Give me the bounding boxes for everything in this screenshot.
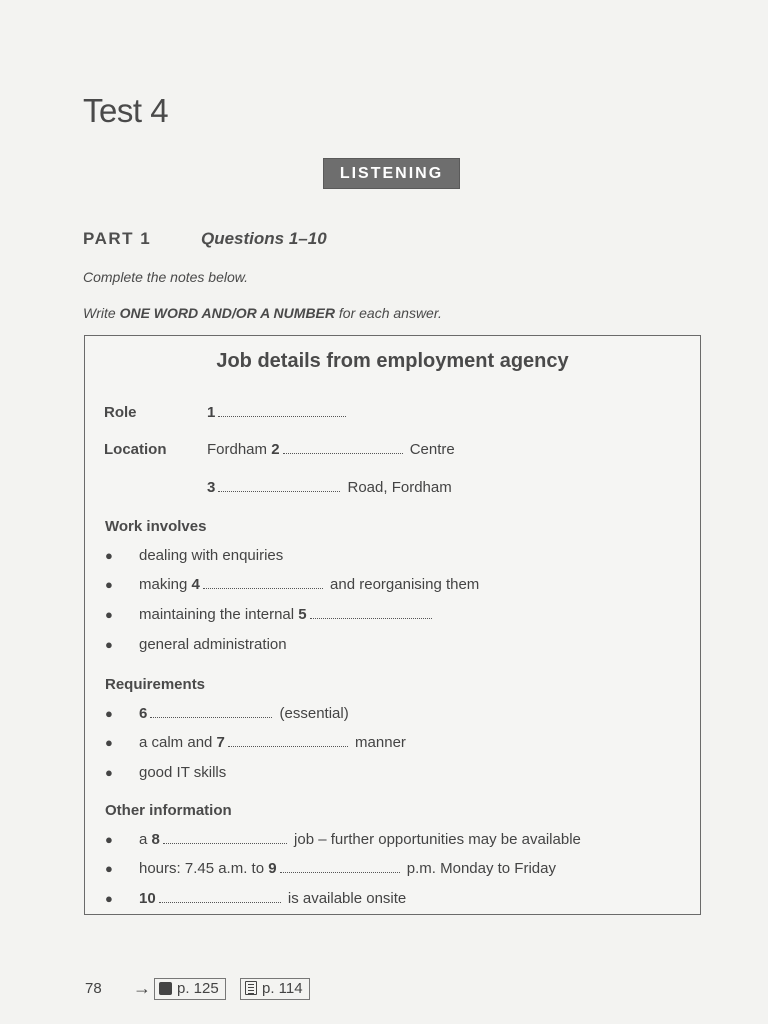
bullet-icon: ●: [105, 861, 113, 876]
answer-gap-3[interactable]: [218, 490, 340, 492]
notes-box: [84, 335, 701, 915]
item-text: maintaining the internal: [139, 606, 299, 623]
page-number: 78: [85, 980, 102, 997]
arrow-right-icon: →: [133, 978, 151, 998]
question-number: 3: [207, 479, 216, 496]
instruction-pre: Write: [83, 305, 120, 321]
role-label: Role: [104, 404, 137, 421]
answer-gap-7[interactable]: [228, 745, 348, 747]
other-item: [105, 831, 581, 848]
item-text: a: [139, 831, 152, 848]
work-heading: Work involves: [105, 518, 207, 535]
work-item: [105, 606, 435, 623]
item-text-post: is available onsite: [283, 890, 407, 907]
item-text: dealing with enquiries: [139, 547, 284, 564]
location-pre: Fordham: [207, 441, 272, 458]
answer-gap-2[interactable]: [283, 452, 403, 454]
bullet-icon: ●: [105, 548, 113, 563]
requirement-item: [105, 734, 406, 751]
answer-gap-8[interactable]: [163, 842, 287, 844]
other-item: [105, 890, 406, 907]
item-text: hours: 7.45 a.m. to: [139, 860, 269, 877]
location-line-1: [207, 441, 455, 458]
location-line-2: [207, 479, 452, 496]
answer-key-reference[interactable]: [154, 978, 226, 1000]
bullet-icon: ●: [105, 577, 113, 592]
work-item: [105, 636, 287, 653]
item-text-post: (essential): [275, 705, 349, 722]
requirement-item: [105, 705, 349, 722]
transcript-reference[interactable]: [240, 978, 310, 1000]
question-number: 2: [271, 441, 280, 458]
item-text-post: p.m. Monday to Friday: [402, 860, 556, 877]
notes-title: Job details from employment agency: [216, 350, 569, 372]
question-number: 1: [207, 404, 216, 421]
question-number: 9: [268, 860, 277, 877]
test-title: Test 4: [83, 92, 169, 129]
instruction-post: for each answer.: [335, 305, 442, 321]
location-label: Location: [104, 441, 167, 458]
bullet-icon: ●: [105, 832, 113, 847]
location-post: Centre: [405, 441, 455, 458]
bullet-icon: ●: [105, 891, 113, 906]
section-badge: LISTENING: [323, 158, 460, 189]
other-heading: Other information: [105, 802, 232, 819]
item-text: good IT skills: [139, 764, 227, 781]
question-number: 4: [191, 576, 200, 593]
item-text: a calm and: [139, 734, 217, 751]
answer-gap-9[interactable]: [280, 871, 400, 873]
question-number: 7: [216, 734, 225, 751]
question-number: 5: [298, 606, 307, 623]
location-line-2-post: Road, Fordham: [343, 479, 452, 496]
work-item: [105, 547, 283, 564]
answer-gap-5[interactable]: [310, 617, 432, 619]
requirement-item: [105, 764, 226, 781]
item-text: making: [139, 576, 192, 593]
answer-key-icon: [159, 982, 172, 995]
instruction-word-limit: [83, 305, 442, 321]
bullet-icon: ●: [105, 607, 113, 622]
bullet-icon: ●: [105, 637, 113, 652]
instruction-bold: ONE WORD AND/OR A NUMBER: [119, 305, 335, 321]
part-label: PART 1: [83, 229, 152, 248]
work-item: [105, 576, 479, 593]
answer-gap-1[interactable]: [218, 415, 346, 417]
bullet-icon: ●: [105, 706, 113, 721]
bullet-icon: ●: [105, 765, 113, 780]
item-text: general administration: [139, 636, 287, 653]
item-text-post: manner: [350, 734, 406, 751]
transcript-page: p. 114: [262, 980, 303, 997]
bullet-icon: ●: [105, 735, 113, 750]
requirements-heading: Requirements: [105, 676, 206, 693]
item-text-post: and reorganising them: [325, 576, 480, 593]
questions-range: Questions 1–10: [201, 229, 327, 248]
role-answer-line: [207, 404, 349, 421]
answer-gap-4[interactable]: [203, 587, 323, 589]
question-number: 8: [151, 831, 160, 848]
answer-key-page: p. 125: [177, 980, 219, 997]
answer-gap-10[interactable]: [159, 901, 281, 903]
other-item: [105, 860, 556, 877]
question-number: 6: [139, 705, 148, 722]
part-heading: [83, 229, 327, 249]
transcript-icon: [245, 981, 257, 995]
item-text-post: job – further opportunities may be available: [289, 831, 581, 848]
instruction-complete: Complete the notes below.: [83, 269, 248, 285]
answer-gap-6[interactable]: [150, 716, 272, 718]
question-number: 10: [139, 890, 156, 907]
